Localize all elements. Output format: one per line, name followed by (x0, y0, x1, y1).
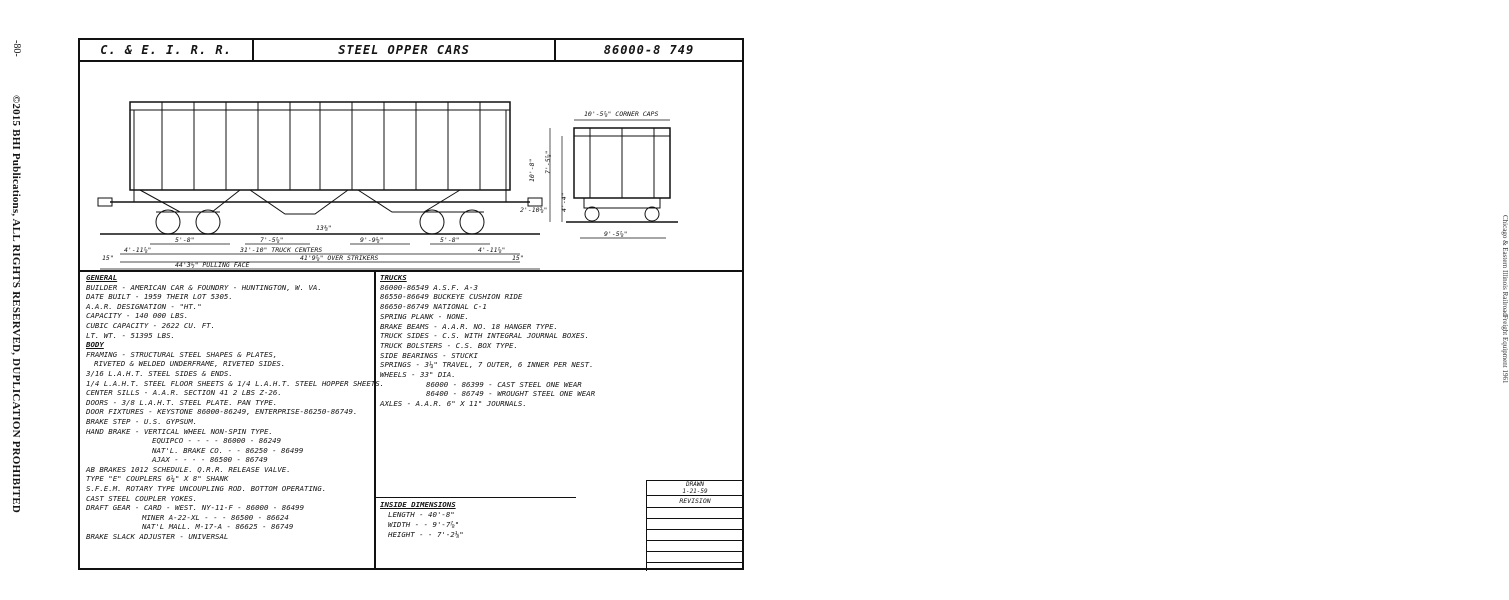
trucks-line: 86000-86549 A.S.F. A-3 (380, 282, 478, 292)
body-line: NAT'L MALL. M-17-A - 86625 - 86749 (142, 522, 294, 532)
dim-d13: 2'-10⅝" (520, 206, 548, 214)
dim-d10: 44'3½" PULLING FACE (175, 261, 250, 269)
body-line: FRAMING - STRUCTURAL STEEL SHAPES & PLATES, (86, 349, 278, 359)
body-line: TYPE "E" COUPLERS 6¼" X 8" SHANK (86, 474, 229, 484)
drawn-date: 1-21-59 (682, 488, 708, 495)
dim-d6: 4'-11⅞" (124, 246, 152, 254)
body-line: DOORS - 3/8 L.A.H.T. STEEL PLATE. PAN TYPE. (86, 397, 278, 407)
trucks-line: TRUCK BOLSTERS - C.S. BOX TYPE. (380, 340, 518, 350)
left-margin (0, 0, 30, 600)
dim-d8: 4'-11⅞" (478, 246, 506, 254)
railroad-name: Chicago & Eastern Illinois Railroad (1501, 215, 1509, 316)
end-h2: 7'-5⅞" (544, 150, 552, 174)
body-line: DRAFT GEAR - CARD - WEST. NY-11-F - 86000 - 86499 (86, 503, 305, 513)
specs-trucks (380, 273, 680, 409)
trucks-heading: TRUCKS (380, 273, 407, 282)
body-line: AJAX - - - - 86500 - 86749 (152, 455, 268, 465)
body-line: MINER A-22-XL - - - 86500 - 86624 (142, 512, 289, 522)
dim-d7: 31'-10" TRUCK CENTERS (240, 246, 323, 254)
column-divider (374, 270, 376, 570)
trucks-line: SPRING PLANK - NONE. (380, 311, 469, 321)
body-line: RIVETED & WELDED UNDERFRAME, RIVETED SIDES. (94, 359, 286, 369)
body-line: HAND BRAKE - VERTICAL WHEEL NON-SPIN TYPE. (86, 426, 273, 436)
coupler-right (528, 198, 542, 206)
trucks-line: 86650-86749 NATIONAL C-1 (380, 302, 487, 312)
body-line: 1/4 L.A.H.T. STEEL FLOOR SHEETS & 1/4 L.A.H.T. STEEL HOPPER SHEETS. (86, 378, 385, 388)
body-line: S.F.E.M. ROTARY TYPE UNCOUPLING ROD. BOTTOM OPERATING. (86, 484, 327, 494)
body-line: CAST STEEL COUPLER YOKES. (86, 493, 198, 503)
general-line: DATE BUILT - 1959 THEIR LOT 5305. (86, 292, 233, 302)
end-h1: 10'-8" (528, 158, 536, 182)
drawn-label: DRAWN (685, 481, 705, 488)
dim-d2: 7'-5⅞" (260, 236, 284, 244)
dim-d4: 9'-9⅛" (360, 236, 384, 244)
page-number: -80- (11, 40, 22, 57)
inside-line: WIDTH - - 9'-7⅞" (388, 520, 460, 529)
dim-d5: 5'-8" (440, 236, 460, 244)
revision-row (647, 530, 743, 541)
section-divider (80, 270, 742, 272)
copyright-notice: ©2015 BHI Publications, ALL RIGHTS RESERVED, DUPLICATION PROHIBITED (10, 95, 22, 514)
trucks-line: 86550-86649 BUCKEYE CUSHION RIDE (380, 292, 523, 302)
title-block (80, 40, 742, 62)
body-line: NAT'L. BRAKE CO. - - 86250 - 86499 (152, 445, 304, 455)
body-line: EQUIPCO - - - - 86000 - 86249 (152, 436, 282, 446)
revision-row (647, 519, 743, 530)
car-type: STEEL OPPER CARS (254, 40, 556, 60)
trucks-line: 86000 - 86399 - CAST STEEL ONE WEAR (426, 379, 582, 389)
general-line: CUBIC CAPACITY - 2622 CU. FT. (86, 320, 216, 330)
specs-general-body (86, 273, 385, 542)
body-line: DOOR FIXTURES - KEYSTONE 86000-86249, ENTERPRISE-86250-86749. (86, 407, 358, 417)
trucks-line: BRAKE BEAMS - A.A.R. NO. 18 HANGER TYPE. (380, 321, 558, 331)
body-line: AB BRAKES 1012 SCHEDULE. Q.R.R. RELEASE VALVE. (86, 464, 291, 474)
dim-d1: 5'-8" (175, 236, 195, 244)
inside-heading: INSIDE DIMENSIONS (380, 500, 456, 509)
drawn-revision-box (646, 480, 743, 571)
end-h3: 4'-4" (560, 192, 568, 212)
end-w1: 9'-5⅞" (604, 230, 628, 238)
book-title: Freight Equipment 1961 (1501, 315, 1509, 384)
body-line: CENTER SILLS - A.A.R. SECTION 41 2 LBS Z-26. (86, 388, 282, 398)
trucks-line: SIDE BEARINGS - STUCKI (380, 350, 478, 360)
general-line: CAPACITY - 140 000 LBS. (86, 311, 189, 321)
general-line: BUILDER - AMERICAN CAR & FOUNDRY - HUNTINGTON, W. VA. (86, 282, 322, 292)
body-heading: BODY (86, 340, 104, 350)
body-line: BRAKE STEP - U.S. GYPSUM. (86, 416, 198, 426)
drawn-cell (647, 481, 743, 496)
general-heading: GENERAL (86, 273, 118, 282)
revision-row (647, 541, 743, 552)
right-margin (747, 0, 1509, 600)
body-line: BRAKE SLACK ADJUSTER - UNIVERSAL (86, 532, 229, 542)
trucks-line: 86400 - 86749 - WROUGHT STEEL ONE WEAR (426, 389, 596, 399)
side-posts (162, 102, 480, 190)
car-drawing (80, 62, 742, 270)
coupler-left (98, 198, 112, 206)
road-name: C. & E. I. R. R. (80, 40, 254, 60)
dim-d3: 13⅜" (316, 224, 332, 232)
general-line: A.A.R. DESIGNATION - "HT." (86, 301, 202, 311)
revision-row (647, 508, 743, 519)
end-dimension-lines (550, 120, 670, 238)
trucks-line: SPRINGS - 3¼" TRAVEL, 7 OUTER, 6 INNER PER NEST. (380, 360, 594, 370)
trucks-line: AXLES - A.A.R. 6" X 11" JOURNALS. (380, 399, 527, 409)
inside-dimensions (380, 500, 580, 540)
inside-line: HEIGHT - - 7'-2⅛" (388, 530, 464, 539)
general-line: LT. WT. - 51395 LBS. (86, 330, 175, 340)
revision-label: REVISION (647, 496, 743, 508)
body-line: 3/16 L.A.H.T. STEEL SIDES & ENDS. (86, 368, 233, 378)
dim-d11: 15" (102, 254, 114, 262)
dim-d9: 41'9⅞" OVER STRIKERS (300, 254, 379, 262)
trucks-line: TRUCK SIDES - C.S. WITH INTEGRAL JOURNAL BOXES. (380, 331, 590, 341)
car-numbers: 86000-8 749 (603, 43, 695, 57)
end-top-label: 10'-5⅞" CORNER CAPS (584, 110, 659, 118)
inside-line: LENGTH - 40'-8" (388, 510, 455, 519)
trucks-line: WHEELS - 33" DIA. (380, 370, 456, 380)
dim-d12: 15" (512, 254, 524, 262)
drawing-sheet (78, 38, 744, 570)
inside-separator (376, 497, 576, 498)
revision-row (647, 552, 743, 563)
side-and-end-views (80, 62, 742, 270)
